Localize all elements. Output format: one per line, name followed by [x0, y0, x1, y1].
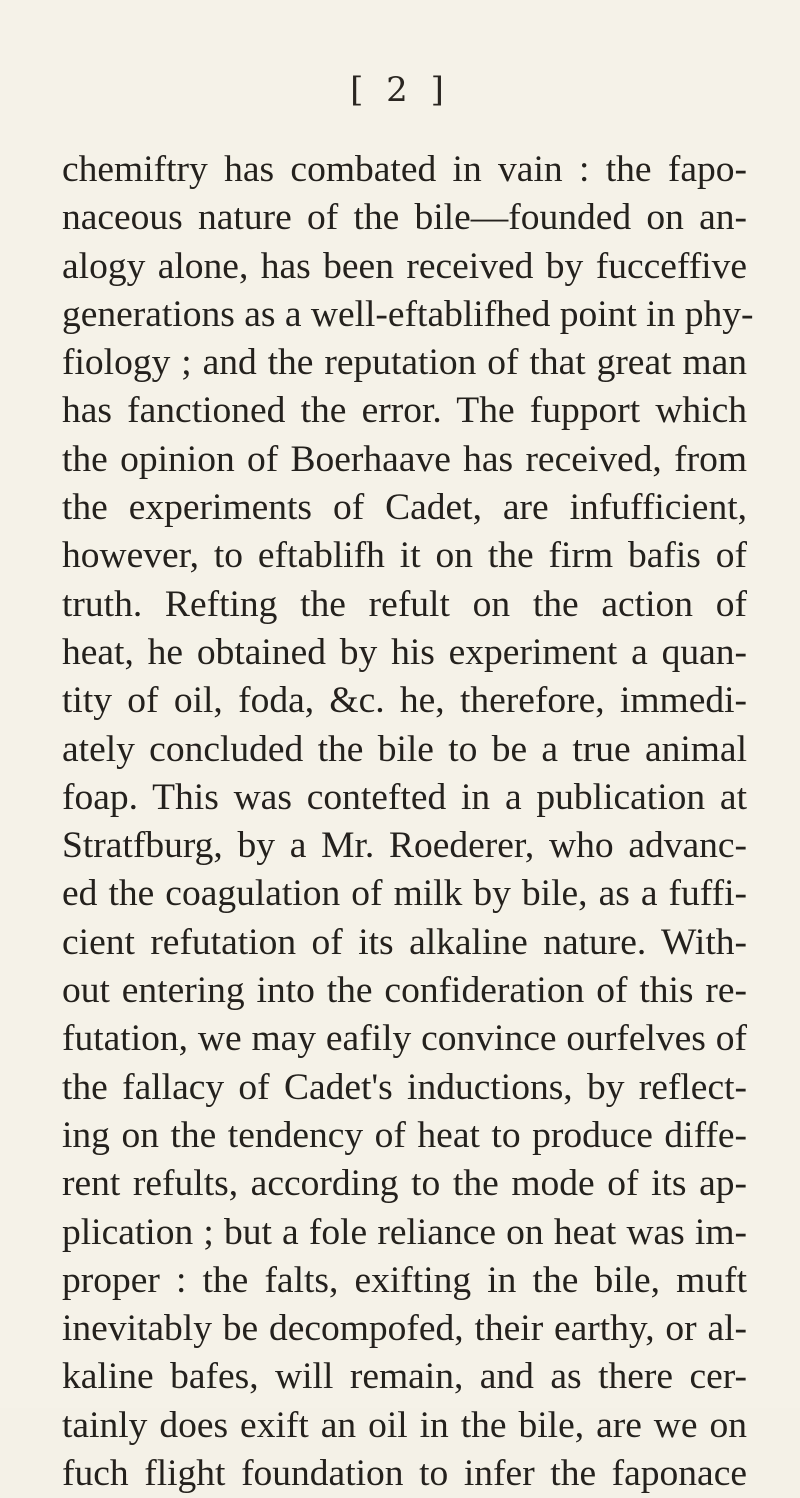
text-line: ed the coagulation of milk by bile, as a fuffi- [62, 873, 747, 915]
text-line: ing on the tendency of heat to produce diffe- [62, 1114, 747, 1156]
text-line: proper : the falts, exifting in the bile, muft [62, 1259, 747, 1301]
text-line: chemiftry has combated in vain : the fapo- [62, 149, 747, 190]
text-line: inevitably be decompofed, their earthy, or al- [62, 1308, 747, 1350]
text-line: has fanctioned the error. The fupport which [62, 390, 747, 432]
page-number-header: [ 2 ] [350, 70, 450, 110]
text-line: however, to eftablifh it on the firm bafis of [62, 535, 747, 577]
text-line: futation, we may eafily convince ourfelves of [62, 1018, 747, 1060]
text-line: foap. This was contefted in a publication at [62, 776, 747, 818]
text-line: ately concluded the bile to be a true animal [62, 728, 747, 770]
text-line: the opinion of Boerhaave has received, from [62, 438, 747, 480]
text-line: out entering into the confideration of this re- [62, 970, 747, 1012]
text-line: rent refults, according to the mode of its ap- [62, 1163, 747, 1205]
text-line: heat, he obtained by his experiment a quan- [62, 631, 747, 673]
text-line: fiology ; and the reputation of that great man [62, 342, 747, 384]
text-line: plication ; but a fole reliance on heat was im- [62, 1211, 747, 1253]
text-line: cient refutation of its alkaline nature. With- [62, 921, 747, 963]
text-line: Stratfburg, by a Mr. Roederer, who advanc- [62, 825, 747, 867]
text-line: naceous nature of the bile—founded on an- [62, 197, 747, 239]
text-line: the fallacy of Cadet's inductions, by reflect- [62, 1066, 747, 1108]
text-line: tity of oil, foda, &c. he, therefore, immedi- [62, 680, 747, 722]
text-line: kaline bafes, will remain, and as there cer- [62, 1356, 747, 1398]
text-line: the experiments of Cadet, are infufficient, [62, 487, 747, 529]
text-line: alogy alone, has been received by fucceffive [62, 245, 747, 287]
text-line: fuch flight foundation to infer the faponace [62, 1453, 747, 1495]
text-line: truth. Refting the refult on the action of [62, 583, 747, 625]
body-text [62, 146, 754, 1498]
text-line: tainly does exift an oil in the bile, are we on [62, 1404, 747, 1446]
text-line: generations as a well-eftablifhed point in phy- [62, 293, 754, 335]
